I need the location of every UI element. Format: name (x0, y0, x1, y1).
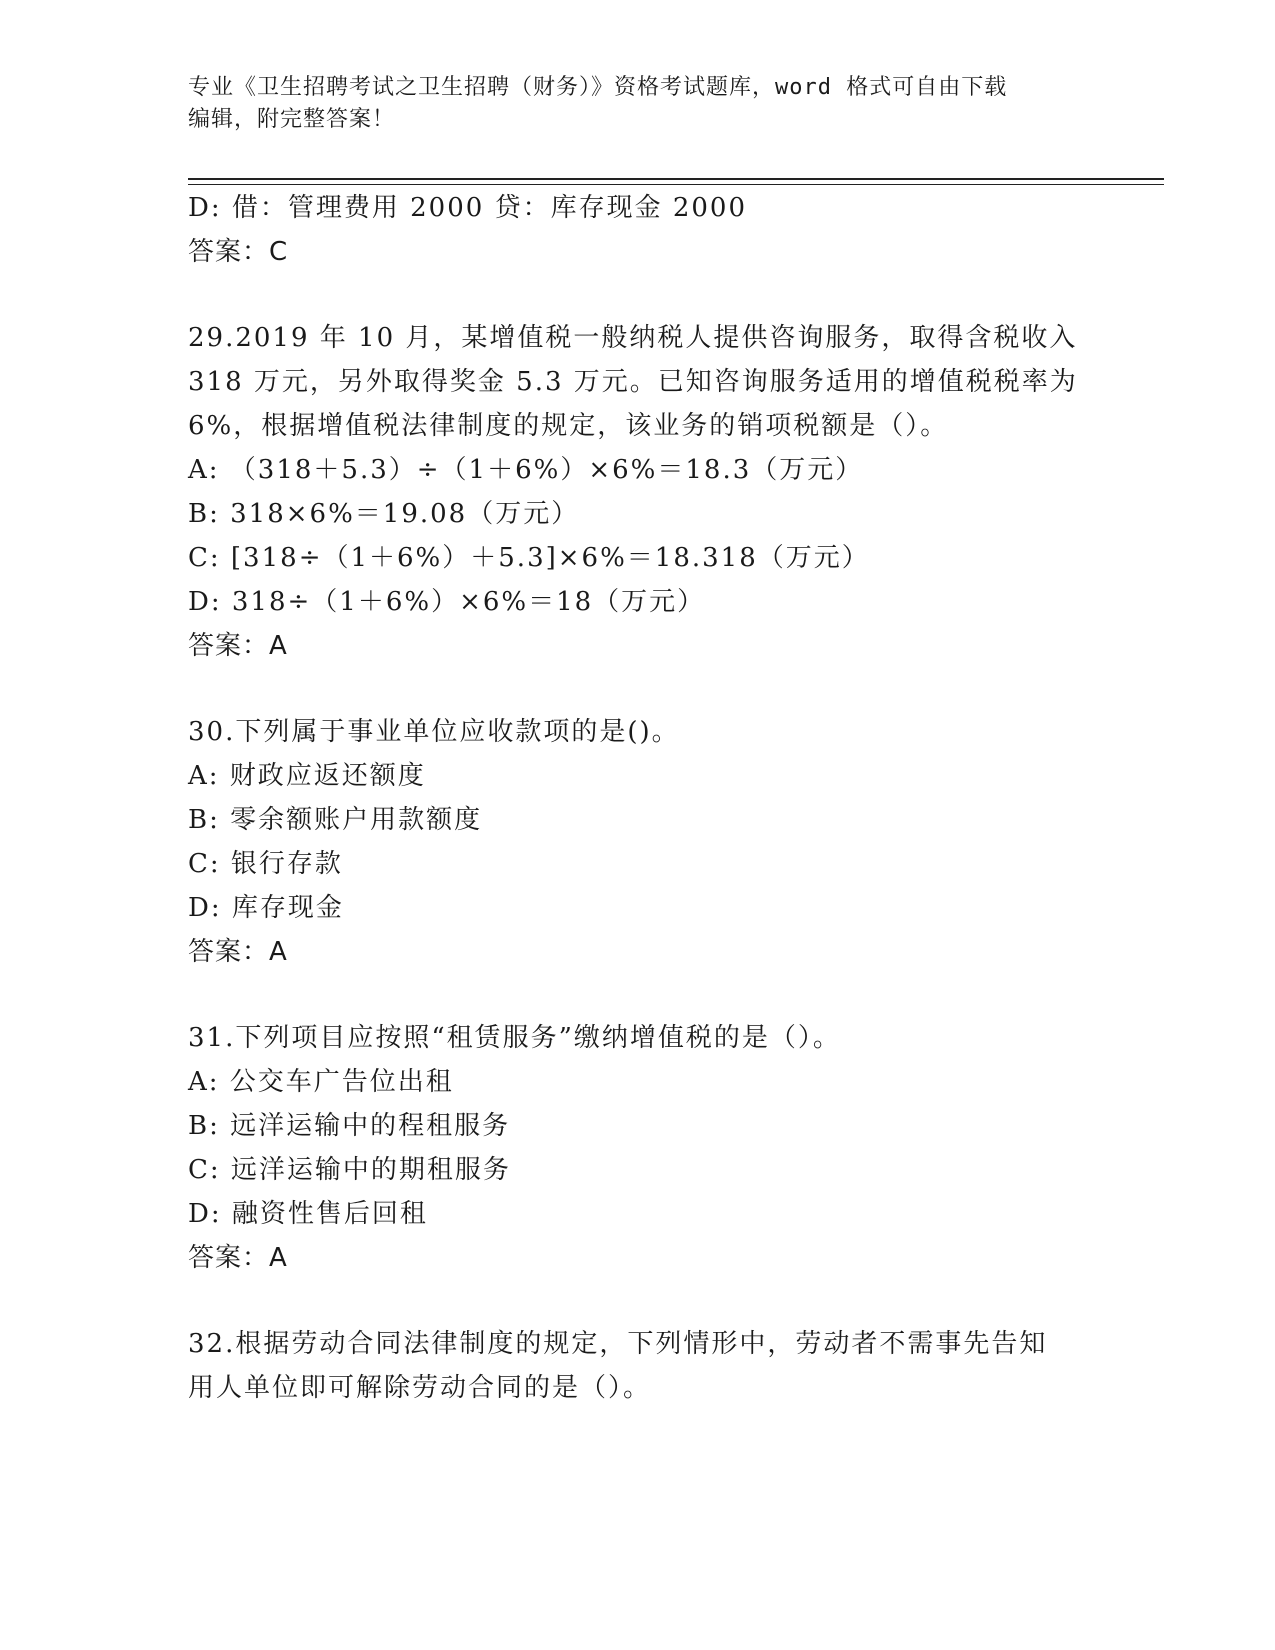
q32-stem-line-1: 32.根据劳动合同法律制度的规定，下列情形中，劳动者不需事先告知 (188, 1329, 1048, 1359)
q29-stem-line-1: 29.2019 年 10 月，某增值税一般纳税人提供咨询服务，取得含税收入 (188, 323, 1078, 353)
q30-option-b: B: 零余额账户用款额度 (188, 805, 483, 835)
q29-stem-line-3: 6%，根据增值税法律制度的规定，该业务的销项税额是（）。 (188, 411, 949, 441)
q29-option-d: D: 318÷（1＋6%）×6%＝18（万元） (188, 587, 706, 617)
q30-option-a: A: 财政应返还额度 (188, 761, 426, 791)
prev-question-option-d: D: 借：管理费用 2000 贷：库存现金 2000 (188, 193, 748, 223)
q31-answer: 答案：A (188, 1243, 288, 1273)
header-divider-thin (188, 184, 1164, 185)
q29-stem-line-2: 318 万元，另外取得奖金 5.3 万元。已知咨询服务适用的增值税税率为 (188, 367, 1078, 397)
q32-stem-line-2: 用人单位即可解除劳动合同的是（）。 (188, 1373, 652, 1403)
q29-answer: 答案：A (188, 631, 288, 661)
q29-option-c: C: [318÷（1＋6%）＋5.3]×6%＝18.318（万元） (188, 543, 870, 573)
q29-option-a: A: （318＋5.3）÷（1＋6%）×6%＝18.3（万元） (188, 455, 864, 485)
header-line-1: 专业《卫生招聘考试之卫生招聘（财务）》资格考试题库，word 格式可自由下载 (188, 75, 1008, 100)
q30-stem: 30.下列属于事业单位应收款项的是()。 (188, 717, 680, 747)
q29-option-b: B: 318×6%＝19.08（万元） (188, 499, 580, 529)
q31-option-b: B: 远洋运输中的程租服务 (188, 1111, 511, 1141)
q30-answer: 答案：A (188, 937, 288, 967)
prev-question-answer: 答案：C (188, 237, 289, 267)
q30-option-c: C: 银行存款 (188, 849, 343, 879)
header-line-2: 编辑，附完整答案！ (188, 107, 396, 132)
q31-option-a: A: 公交车广告位出租 (188, 1067, 454, 1097)
q31-option-c: C: 远洋运输中的期租服务 (188, 1155, 511, 1185)
q30-option-d: D: 库存现金 (188, 893, 344, 923)
header-divider-thick (188, 178, 1164, 180)
document-header (188, 72, 1088, 136)
q31-stem: 31.下列项目应按照“租赁服务”缴纳增值税的是（）。 (188, 1023, 841, 1053)
q31-option-d: D: 融资性售后回租 (188, 1199, 428, 1229)
